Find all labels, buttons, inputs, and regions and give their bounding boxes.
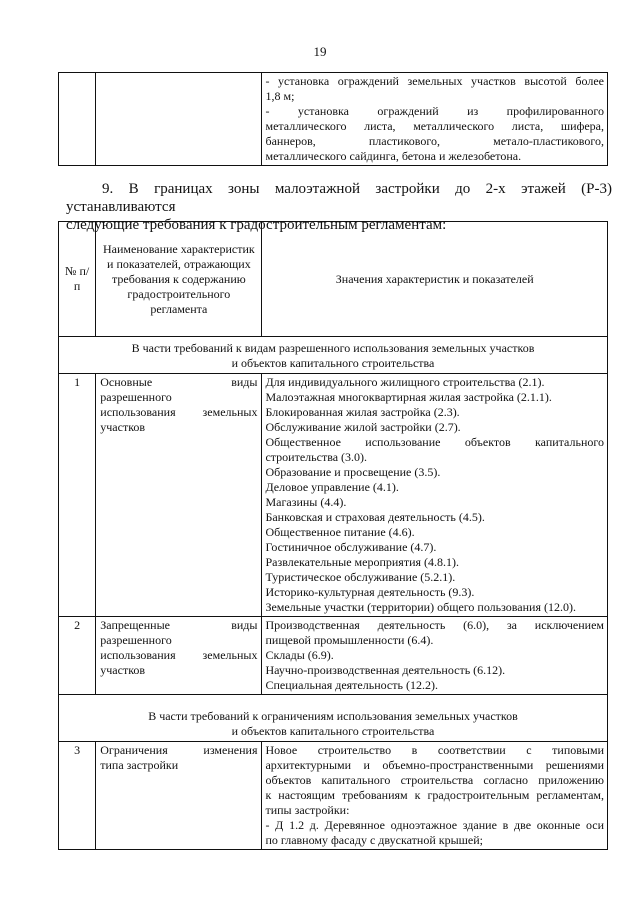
requirements-table (58, 221, 608, 850)
value-line: строительства (3.0). (265, 450, 368, 464)
row-3-name (96, 742, 262, 850)
continuation-num-cell (59, 73, 96, 166)
row-2-values (262, 617, 608, 695)
value-line: Образование и просвещение (3.5). (265, 465, 441, 479)
section-2-line-2: и объектов капитального строительства (231, 724, 435, 738)
row-1-name (96, 374, 262, 617)
section-row-2 (59, 695, 608, 742)
header-name (96, 222, 262, 337)
heading-line-1: 9. В границах зоны малоэтажной застройки до 2-х этажей (Р-3) устанавливаются (66, 181, 612, 215)
name-line: Ограничения изменения (100, 743, 258, 757)
value-line: типы застройки: (265, 803, 350, 817)
continuation-line: баннеров, пластикового, метало-пластикового, (265, 134, 604, 148)
continuation-line: 1,8 м; (265, 89, 295, 103)
name-line: использования земельных (100, 405, 258, 419)
row-1-values (262, 374, 608, 617)
value-line: Блокированная жилая застройка (2.3). (265, 405, 460, 419)
value-line: Общественное использование объектов капитального (265, 435, 604, 449)
value-line: архитектурными и объемно-пространственными решениями (265, 758, 604, 772)
value-line: Производственная деятельность (6.0), за исключением (265, 618, 604, 632)
header-values (262, 222, 608, 337)
name-line: использования земельных (100, 648, 258, 662)
value-line: Специальная деятельность (12.2). (265, 678, 438, 692)
value-line: объектов капитального строительства согласно приложению (265, 773, 604, 787)
value-line: Научно-производственная деятельность (6.12). (265, 663, 506, 677)
value-line: Гостиничное обслуживание (4.7). (265, 540, 437, 554)
value-line: Малоэтажная многоквартирная жилая застройка (2.1.1). (265, 390, 552, 404)
table-header-row (59, 222, 608, 337)
continuation-line: металлического листа, металлического листа, шифера, (265, 119, 604, 133)
row-1-num: 1 (59, 374, 96, 617)
value-line: Банковская и страховая деятельность (4.5). (265, 510, 485, 524)
value-line: к настоящим требованиям к градостроительным регламентам, (265, 788, 604, 802)
value-line: пищевой промышленности (6.4). (265, 633, 434, 647)
value-line: - Д 1.2 д. Деревянное одноэтажное здание в две оконные оси (265, 818, 604, 832)
section-title-2 (59, 695, 608, 742)
value-line: по главному фасаду с двускатной крышей; (265, 833, 483, 847)
section-title-1 (59, 337, 608, 374)
name-line: разрешенного (100, 390, 172, 404)
header-name-label: Наименование характеристик и показателей, отражающих требования к содержанию градостроительного регламента (102, 241, 255, 316)
value-line: Земельные участки (территории) общего пользования (12.0). (265, 600, 576, 614)
name-line: Запрещенные виды (100, 618, 258, 632)
name-line: Основные виды (100, 375, 258, 389)
header-values-label: Значения характеристик и показателей (335, 271, 534, 286)
value-line: Туристическое обслуживание (5.2.1). (265, 570, 456, 584)
row-3-values (262, 742, 608, 850)
row-2-num: 2 (59, 617, 96, 695)
value-line: Развлекательные мероприятия (4.8.1). (265, 555, 459, 569)
table-row (59, 617, 608, 695)
section-2-line-1: В части требований к ограничениям использования земельных участков (148, 709, 518, 723)
row-2-name (96, 617, 262, 695)
name-line: участков (100, 663, 146, 677)
name-line: типа застройки (100, 758, 179, 772)
value-line: Для индивидуального жилищного строительства (2.1). (265, 375, 545, 389)
page-number: 19 (313, 44, 327, 59)
value-line: Магазины (4.4). (265, 495, 347, 509)
table-row (59, 73, 608, 166)
value-line: Новое строительство в соответствии с типовыми (265, 743, 604, 757)
section-1-line-2: и объектов капитального строительства (231, 356, 435, 370)
continuation-table (58, 72, 608, 166)
continuation-line: - установка ограждений из профилированного (265, 104, 604, 118)
section-1-line-1: В части требований к видам разрешенного использования земельных участков (131, 341, 535, 355)
continuation-line: - установка ограждений земельных участков высотой более (265, 74, 604, 88)
name-line: участков (100, 420, 146, 434)
value-line: Историко-культурная деятельность (9.3). (265, 585, 475, 599)
header-num (59, 222, 96, 337)
heading-line-2: следующие требования к градостроительным регламентам: (66, 217, 447, 233)
section-row-1 (59, 337, 608, 374)
value-line: Деловое управление (4.1). (265, 480, 399, 494)
row-3-num: 3 (59, 742, 96, 850)
name-line: разрешенного (100, 633, 172, 647)
value-line: Обслуживание жилой застройки (2.7). (265, 420, 461, 434)
value-line: Общественное питание (4.6). (265, 525, 415, 539)
value-line: Склады (6.9). (265, 648, 334, 662)
header-num-label: № п/п (65, 264, 90, 293)
table-row (59, 742, 608, 850)
continuation-line: металлического сайдинга, бетона и железобетона. (265, 149, 522, 163)
continuation-value-cell (262, 73, 608, 166)
table-row (59, 374, 608, 617)
continuation-name-cell (96, 73, 262, 166)
